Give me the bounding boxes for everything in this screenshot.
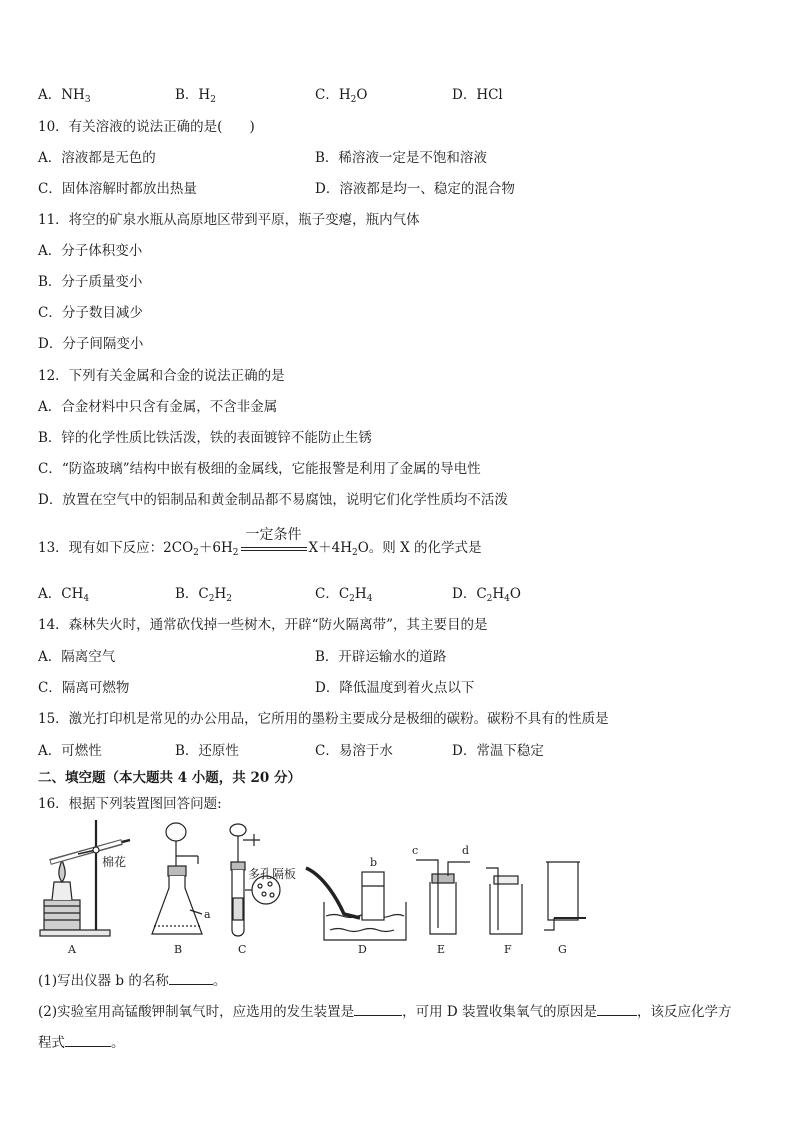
q16-part2-line2: 程式 。 — [38, 1035, 125, 1051]
q15-option-d: D．常温下稳定 — [452, 743, 544, 759]
apparatus-b — [152, 823, 202, 934]
answer-blank[interactable] — [597, 1003, 637, 1016]
q10-stem: 10．有关溶液的说法正确的是( ) — [38, 119, 255, 135]
q12-option-a: A．合金材料中只含有金属，不含非金属 — [38, 399, 278, 415]
q16-part2: (2)实验室用高锰酸钾制氧气时，应选用的发生装置是 ，可用 D 装置收集氧气的原因是 ，该反应化学方 — [38, 1004, 732, 1020]
reaction-arrow — [241, 526, 307, 558]
q15-option-b: B．还原性 — [175, 743, 239, 759]
answer-blank[interactable] — [169, 972, 213, 985]
apparatus-g — [544, 862, 586, 930]
q13-stem: 13．现有如下反应：$2CO_2+6H_2$ 一定条件 $X+4H_2O$。则 X 的化学式是 — [38, 536, 482, 558]
q9-option-b: B．$H_2$ — [175, 87, 216, 105]
q9-option-a: A．$NH_3$ — [38, 87, 91, 105]
answer-blank[interactable] — [65, 1034, 111, 1047]
q13-option-c: C．$C_2H_4$ — [315, 586, 373, 604]
figure-label-d-device: D — [358, 943, 367, 956]
q15-option-a: A．可燃性 — [38, 743, 102, 759]
q9-option-c: C．$H_2O$ — [315, 87, 368, 105]
apparatus-a — [40, 820, 130, 936]
q11-stem: 11．将空的矿泉水瓶从高原地区带到平原，瓶子变瘪，瓶内气体 — [38, 212, 420, 228]
q14-option-c: C．隔离可燃物 — [38, 680, 130, 696]
q10-option-b: B．稀溶液一定是不饱和溶液 — [315, 150, 487, 166]
figure-label-a: a — [204, 908, 211, 921]
q13-option-b: B．$C_2H_2$ — [175, 586, 232, 604]
q10-option-a: A．溶液都是无色的 — [38, 150, 156, 166]
q14-option-a: A．隔离空气 — [38, 649, 116, 665]
figure-label-plate: 多孔隔板 — [248, 867, 297, 881]
q14-option-b: B．开辟运输水的道路 — [315, 649, 447, 665]
apparatus-figure — [38, 818, 598, 958]
figure-label-b: b — [370, 856, 378, 869]
q13-option-a: A．$CH_4$ — [38, 586, 90, 604]
q11-option-c: C．分子数目减少 — [38, 305, 143, 321]
q13-option-d: D．$C_2H_4O$ — [452, 586, 521, 604]
q12-option-c: C．“防盗玻璃”结构中嵌有极细的金属线，它能报警是利用了金属的导电性 — [38, 461, 481, 477]
figure-label-b-device: B — [174, 943, 183, 956]
q16-part1: (1)写出仪器 b 的名称 。 — [38, 973, 227, 989]
figure-label-d: d — [462, 844, 470, 857]
figure-label-a-device: A — [68, 943, 76, 956]
q10-option-d: D．溶液都是均一、稳定的混合物 — [315, 181, 515, 197]
q11-option-a: A．分子体积变小 — [38, 243, 143, 259]
q14-option-d: D．降低温度到着火点以下 — [315, 680, 475, 696]
q14-stem: 14．森林失火时，通常砍伐掉一些树木，开辟“防火隔离带”，其主要目的是 — [38, 617, 488, 633]
figure-label-f-device: F — [504, 943, 512, 956]
q11-option-b: B．分子质量变小 — [38, 274, 143, 290]
q16-stem: 16．根据下列装置图回答问题: — [38, 796, 222, 812]
figure-label-c: c — [412, 844, 419, 857]
apparatus-e — [416, 860, 470, 934]
q11-option-d: D．分子间隔变小 — [38, 336, 144, 352]
q12-option-b: B．锌的化学性质比铁活泼，铁的表面镀锌不能防止生锈 — [38, 430, 372, 446]
reaction-condition: 一定条件 — [245, 526, 302, 543]
q9-option-d: D．HCl — [452, 87, 503, 103]
q12-stem: 12．下列有关金属和合金的说法正确的是 — [38, 368, 285, 384]
q12-option-d: D．放置在空气中的铝制品和黄金制品都不易腐蚀，说明它们化学性质均不活泼 — [38, 492, 508, 508]
figure-label-g-device: G — [558, 943, 567, 956]
section-heading: 二、填空题（本大题共 4 小题，共 20 分） — [38, 770, 301, 786]
figure-label-c-device: C — [238, 943, 247, 956]
q15-option-c: C．易溶于水 — [315, 743, 393, 759]
q15-stem: 15．激光打印机是常见的办公用品，它所用的墨粉主要成分是极细的碳粉。碳粉不具有的性质是 — [38, 711, 609, 727]
apparatus-d — [306, 868, 406, 940]
apparatus-f — [486, 868, 522, 934]
answer-blank[interactable] — [354, 1003, 402, 1016]
figure-label-cotton: 棉花 — [102, 855, 127, 869]
q10-option-c: C．固体溶解时都放出热量 — [38, 181, 197, 197]
figure-label-e-device: E — [437, 943, 446, 956]
